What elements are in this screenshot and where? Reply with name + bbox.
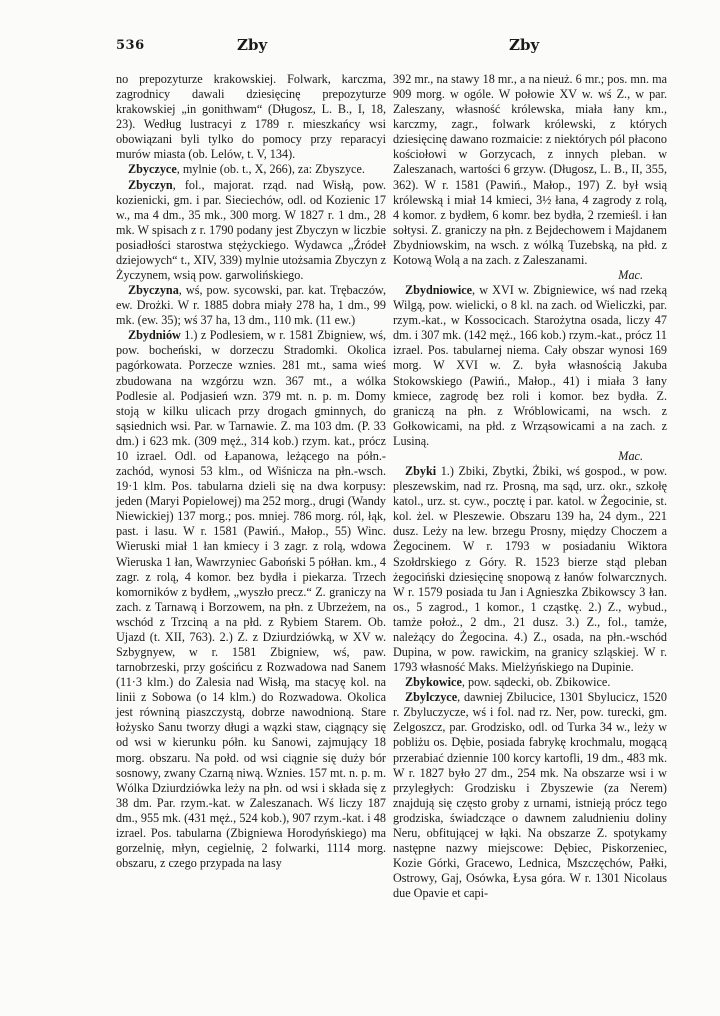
left-text-column [116, 72, 386, 871]
running-head-left: Zby [237, 36, 268, 54]
entry-body: 392 mr., na stawy 18 mr., a na nieuż. 6 mr.; pos. mn. ma 909 morg. w ogóle. W połowie XV w. wś Z., w par. Zaleszany, własność królewska, miała łany km., karczmy, zagr., folwark królewski, z których dziesięcinę dawano rozmaicie: z niektórych pól płacono kościołowi w Gorzycach, z innych pleban. w Zaleszanach, wartości 6 grzyw. (Długosz, L. B., II, 355, 362). W r. 1581 (Pawiń., Małop., 197) Z. był wsią królewską i miał 14 kmieci, 3½ łana, 4 zagrody z rolą, 4 komor. z bydłem, 6 komr. bez bydła, 2 rzemieśl. i łan sołtysi. Z. graniczy na płn. z Bejdechowem i Majdanem Zbydniowskim, na wsch. z wólką Tuzebską, na płd. z Kotową Wolą a na zach. z Zaleszanami. [393, 72, 667, 267]
entry-body: 1.) z Podlesiem, w r. 1581 Zbigniew, wś, pow. bocheński, w dorzeczu Stradomki. Okolica pagórkowata. Porzecze wznies. 281 mt., sama wieś zbudowana na wzgórzu wzn. 367 mt., a wólka Podlesie al. Podjasień wzn. 379 mt. n. p. m. Domy stoją w kilku ulicach przy drogach gminnych, do sąsiednich wsi. Par. w Tarnawie. Z. ma 103 dm. (P. 33 dm.) i 623 mk. (309 męż., 314 kob.) rzym. kat., prócz 10 izrael. Odl. od Łapanowa, leżącego na półn.-zachód, wynosi 53 klm., od Wiśnicza na płn.-wsch. 19·1 klm. Pos. tabularna dzieli się na dwa korpusy: jeden (Maryi Popielowej) ma 252 morg., drugi (Wandy Niewickiej) 137 morg.; pos. mniej. 786 morg. ról, łąk, past. i lasu. W r. 1581 (Pawiń., Małop., 55) Winc. Wieruski miał 1 łan kmiecy i 3 zagr. z rolą, wdowa Wieruska 1 łan, Wawrzyniec Gaboński 5 półłan. km., 4 zagr. z rolą, 4 komor. bez bydła i piekarza. Trzech komorników z bydłem, „wyszło precz.“ Z. graniczy na zach. z Tarnawą i Borzowem, na płn. z Ubrzeżem, na wschód z Trzciną a na płd. z Rybiem Starem. Ob. Ujazd (t. XII, 763). 2.) Z. z Dziurdziówką, w XV w. Szbygnyew, w r. 1581 Zbigniew, wś, paw. tarnobrzeski, przy gościńcu z Rozwadowa nad Sanem (11·3 klm.) do Zalesia nad Wisłą, ma stacyę kol. na linii z Sobowa (o 14 klm.) do Rozwadowa. Okolica jest równiną piaszczystą, dobrze nawodnioną. Stare łożysko Sanu tworzy długi a wązki staw, ciągnący się od wsi w kierunku półn. ku Sanowi, zajmujący 18 morg. obszaru. Na połd. od wsi ciągnie się duży bór sosnowy, zwany Czarną niwą. Wznies. 157 mt. n. p. m. Wólka Dziurdziówka leży na płn. od wsi i składa się z 38 dm. Par. rzym.-kat. w Zaleszanach. Wś liczy 187 dm., 955 mk. (431 męż., 524 kob.), 907 rzym.-kat. i 48 izrael. Pos. tabularna (Zbigniewa Horodyńskiego) ma gorzelnię, młyn, cegielnię, 2 folwarki, 1114 morg. obszaru, z czego przypada na lasy [116, 328, 386, 871]
entry-headword: Zbyczyce [128, 162, 177, 177]
page-number: 536 [116, 38, 145, 53]
right-text-column [393, 72, 667, 901]
continued-text [393, 72, 667, 283]
dictionary-entry [393, 464, 667, 675]
entry-headword: Zbylczyce [405, 690, 458, 705]
entry-body: , pow. sądecki, ob. Zbikowice. [461, 675, 611, 690]
dictionary-entry [393, 283, 667, 464]
entry-body: , dawniej Zbilucice, 1301 Sbylucicz, 1520 r. Zbyluczycze, wś i fol. nad rz. Ner, pow. turecki, gm. Zelgoszcz, par. Grodzisko, odl. od Turka 34 w., leży w pobliżu os. Dębie, posiada fabrykę krochmalu, mogącą przerabiać dziennie 100 korcy kartofli, 19 dm., 483 mk. W r. 1827 było 27 dm., 254 mk. Na obszarze wsi i w przyległych: Grodzisku i Zbyszewie (za Nerem) znajdują się często groby z urnami, istnieją prócz tego grodziska, świadczące o dawnem zaludnieniu doliny Neru, obfitującej w łąki. Na obszarze Z. spotykamy następne nazwy miejscowe: Dębiec, Piskorzeniec, Kozie Górki, Gracewo, Lednica, Mszczęchów, Pałki, Ostrowy, Gaj, Osówka, Łysa góra. W r. 1301 Nicolaus due Opavie et capi- [393, 690, 667, 901]
entry-body: , wś, pow. sycowski, par. kat. Trębaczów, ew. Drożki. W r. 1885 dobra miały 278 ha, 1 dm., 99 mk. (ew. 35); wś 37 ha, 13 dm., 110 mk. (11 ew.) [116, 283, 386, 328]
author-signature: Mac. [618, 268, 643, 283]
dictionary-entry [393, 675, 667, 690]
entry-headword: Zbydniów [128, 328, 181, 343]
author-signature: Mac. [618, 448, 643, 463]
entry-body: , w XVI w. Zbigniewice, wś nad rzeką Wilgą, pow. wielicki, o 8 kl. na zach. od Wieliczki, par. rzym.-kat., w Kossocicach. Starożytna osada, liczy 47 dm. i 307 mk. (142 męż., 166 kob.) rzym.-kat., prócz 11 izrael. Pos. tabularnej niema. Cały obszar wynosi 169 morg. W XVI w. Z. była własnością Jakuba Stokowskiego (Pawiń., Małop., 41) i miała 3 łany kmiece, zagrodę bez roli i komor. bez bydła. Z. graniczą na płn. z Wróblowicami, na wsch. z Gołkowicami, na płd. z Wrząsowicami a na zach. z Lusiną. [393, 283, 667, 448]
dictionary-entry [393, 690, 667, 901]
dictionary-entry [116, 328, 386, 871]
continued-text [116, 72, 386, 162]
entry-body: 1.) Zbiki, Zbytki, Żbiki, wś gospod., w pow. pleszewskim, nad rz. Prosną, ma sąd, urz. okr., szkołę katol., urz. st. cyw., pocztę i par. katol. w Żegocinie, st. kol. żel. w Pleszewie. Obszaru 139 ha, 24 dym., 221 dusz. Leży na lew. brzegu Prosny, między Choczem a Żegocinem. W r. 1793 w posiadaniu Wiktora Szołdrskiego z Góry. R. 1523 bierze stąd pleban żegociński dziesięcinę snopową z łanów folwarcznych. W r. 1579 posiada tu Jan i Agnieszka Zbikowscy 3 łan. os., 5 zagrod., 1 komor., 1 cząstkę. 2.) Z., wybud., tamże położ., 2 dm., 21 dusz. 3.) Z., fol., tamże, należący do Żegocina. 4.) Z., osada, na płn.-wschód Dupina, w pow. rawickim, na granicy szląskiej. W r. 1793 własność Maks. Mielżyńskiego na Dupinie. [393, 464, 667, 675]
entry-headword: Zbyczyn [128, 177, 173, 192]
dictionary-entry [116, 178, 386, 284]
page-header [116, 36, 676, 58]
entry-headword: Zbykowice [405, 675, 462, 690]
entry-body: , fol., majorat. rząd. nad Wisłą, pow. kozienicki, gm. i par. Sieciechów, odl. od Kozienic 17 w., ma 4 dm., 35 mk., 300 morg. W 1827 r. 1 dm., 28 mk. W spisach z r. 1790 podany jest Zbyczyn w liczbie posiadłości starostwa stężyckiego. Wydawca „Źródeł dziejowych“ t., XIV, 339) mylnie utożsamia Zbyczyn z Życzynem, wsią pow. garwolińskiego. [116, 177, 386, 283]
entry-headword: Zbyki [405, 464, 437, 479]
entry-headword: Zbyczyna [128, 283, 179, 298]
entry-headword: Zbydniowice [405, 283, 473, 298]
entry-body: , mylnie (ob. t., X, 266), za: Zbyszyce. [176, 162, 365, 177]
dictionary-entry [116, 162, 386, 177]
entry-body: no prepozyturze krakowskiej. Folwark, karczma, zagrodnicy dawali dziesięcinę prepozyturze krakowskiej „in gonithwam“ (Długosz, L. B., I, 18, 23). Według lustracyi z 1789 r. mieszkańcy wsi obowiązani byli tylko do pomocy przy reparacyi murów miasta (ob. Lelów, t. V, 134). [116, 72, 386, 162]
running-head-right: Zby [509, 36, 540, 54]
dictionary-entry [116, 283, 386, 328]
